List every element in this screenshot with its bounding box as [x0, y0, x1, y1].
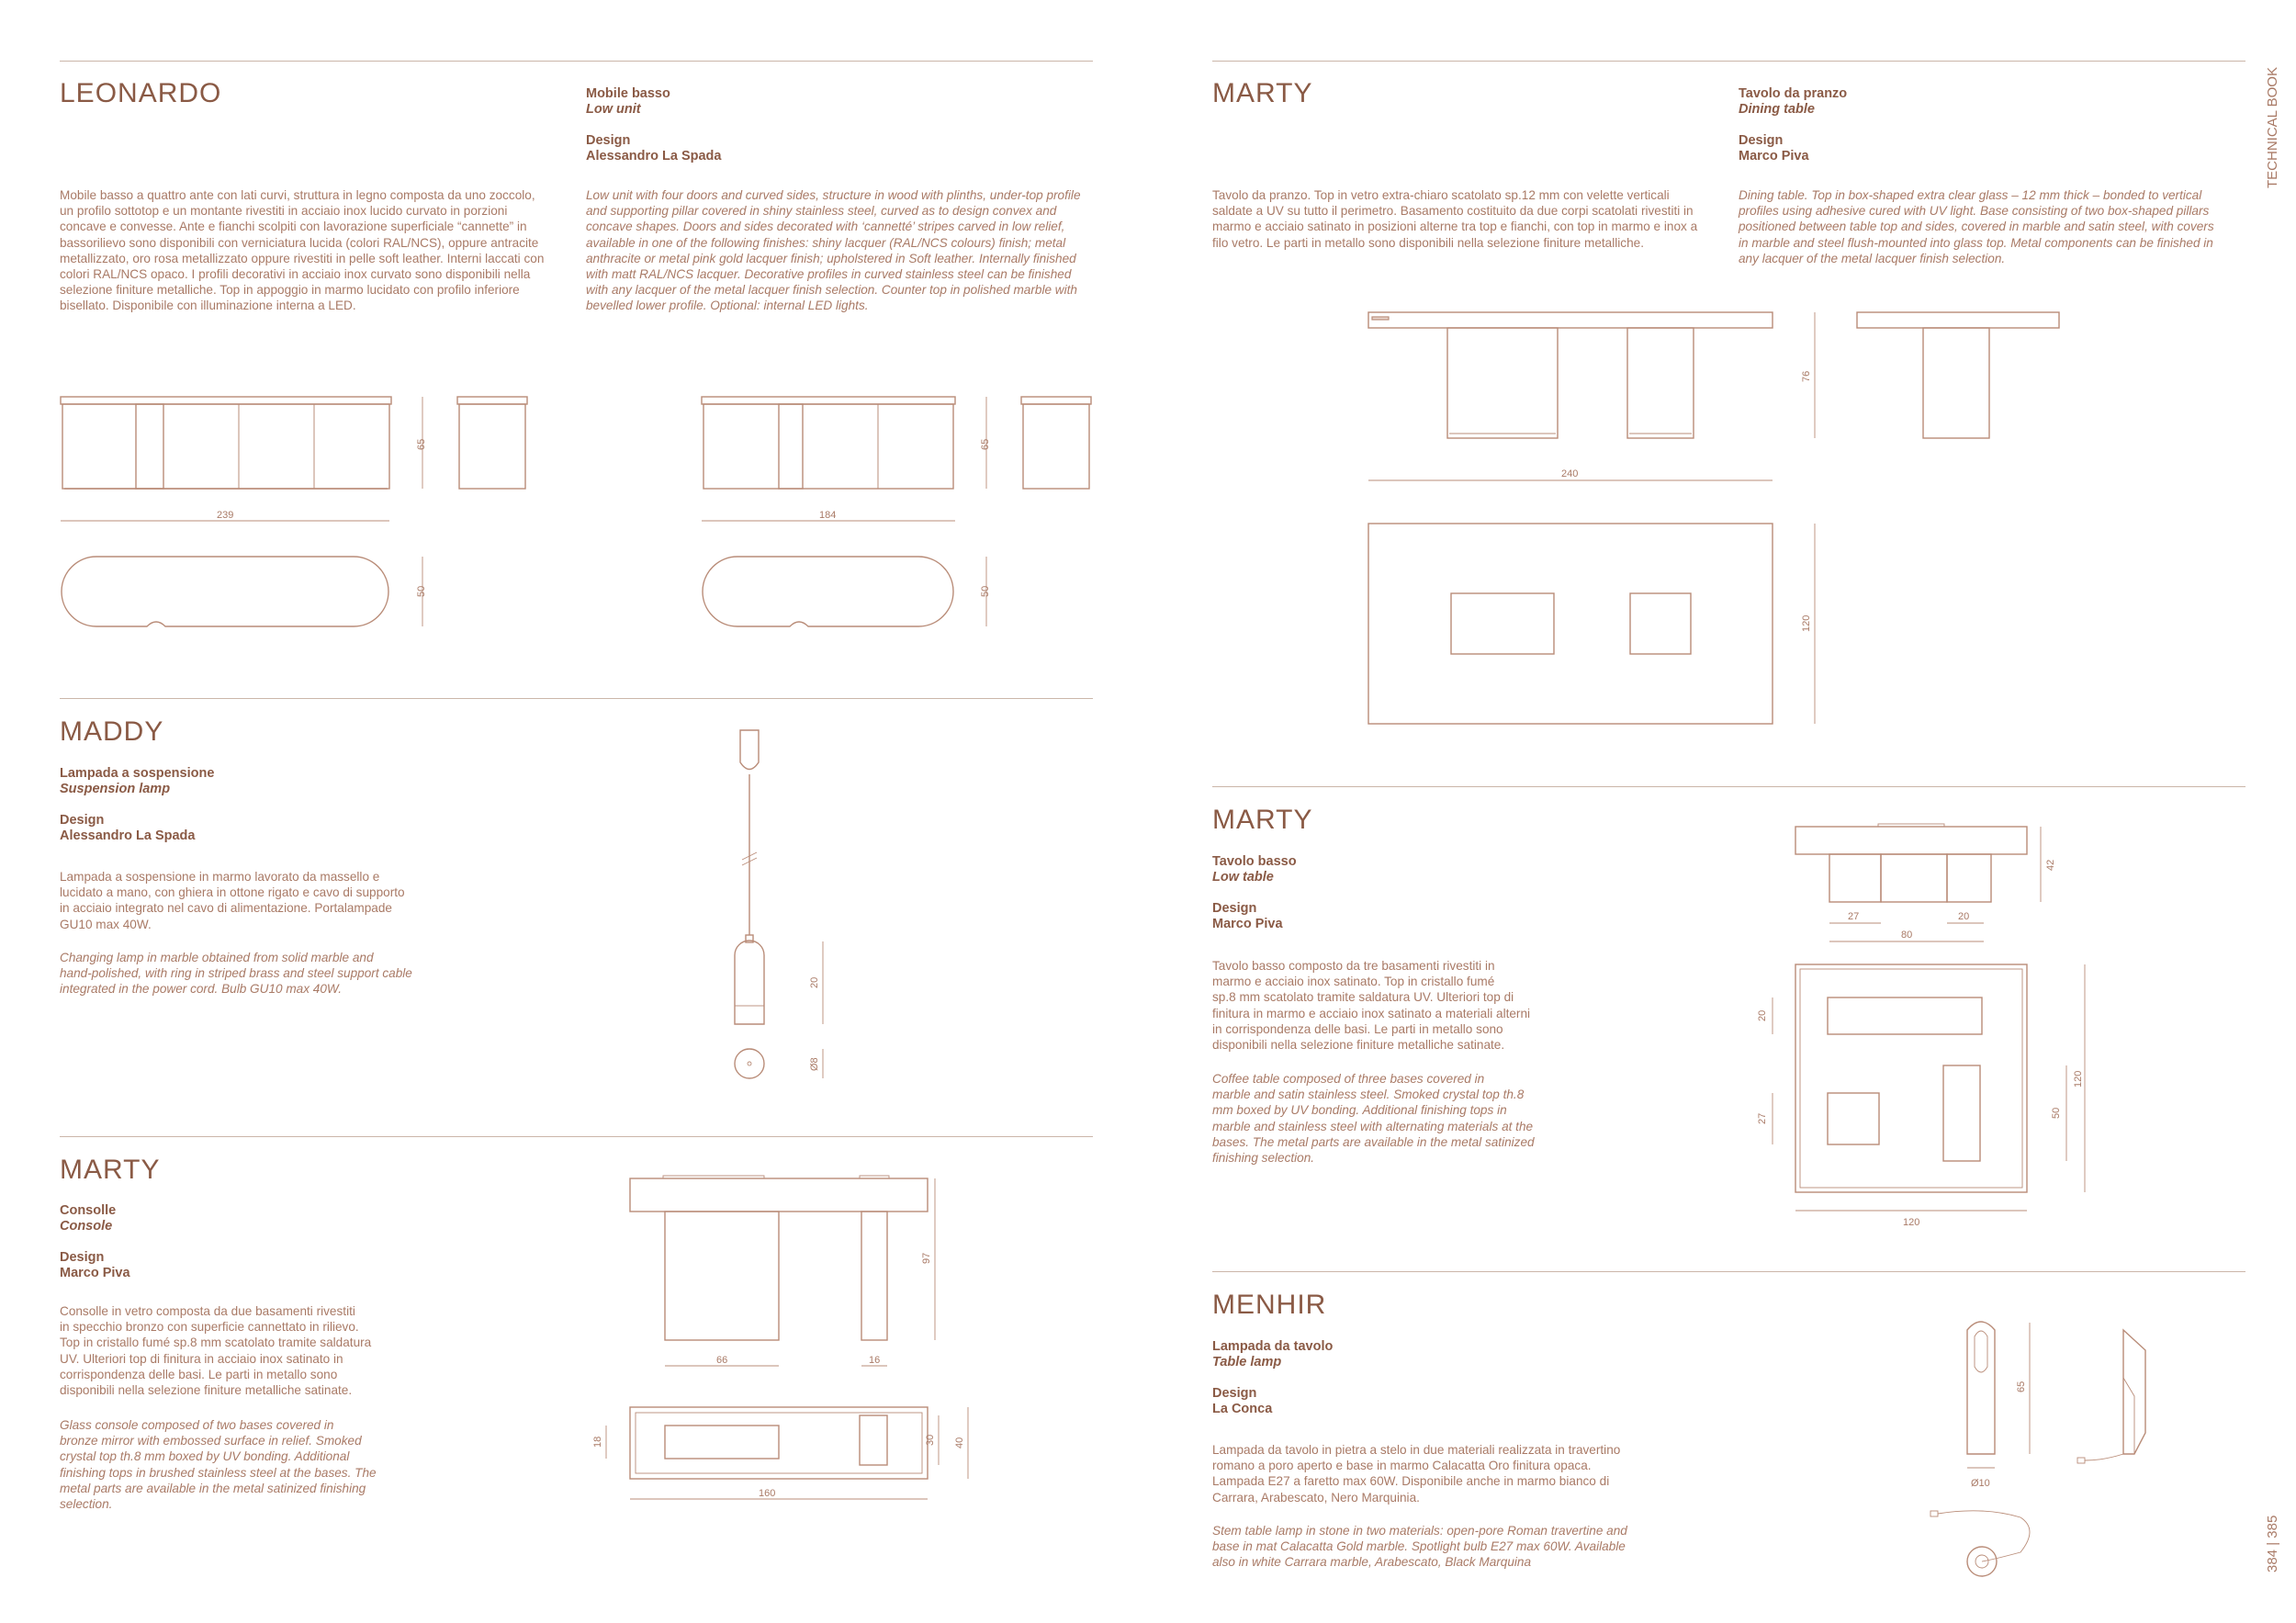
- type-en: Suspension lamp: [60, 782, 171, 796]
- dim-label: 160: [759, 1488, 776, 1499]
- dim-label: 27: [1848, 911, 1860, 922]
- type-it: Consolle: [60, 1203, 117, 1218]
- dim-label: 50: [416, 585, 427, 597]
- design-label: Design: [1212, 901, 1257, 916]
- description-it: Tavolo da pranzo. Top in vetro extra-chiaro scatolato sp.12 mm con velette verticali saldate a UV su tutto il perimetro. Basamento costituito da due corpi scatolati rivestiti in marmo e acciaio satinato in posizioni alterne tra top e fianchi, con top in marmo e inox a filo vetro. Le parti in metallo sono disponibili nella selezione finiture metalliche.: [1212, 188, 1698, 250]
- dim-label: Ø8: [809, 1057, 820, 1071]
- dim-label: 76: [1801, 370, 1812, 382]
- product-title: MARTY: [60, 1155, 161, 1185]
- description-it: Consolle in vetro composta da due basamenti rivestiti in specchio bronzo con superficie cannettato in rilievo. Top in cristallo fumé sp.8 mm scatolato tramite saldatura UV. Ulteriori top di finitura in acciaio inox satinato in corrispondenza delle basi. Le parti in metallo sono disponibili nella selezione finiture metalliche satinate.: [60, 1304, 372, 1398]
- dim-label: 27: [1757, 1112, 1768, 1124]
- designer: Marco Piva: [60, 1266, 130, 1280]
- dim-label: 120: [2073, 1070, 2084, 1088]
- dim-label: 20: [809, 976, 820, 988]
- dim-label: 18: [592, 1436, 603, 1448]
- marty-dining-drawing: [1368, 312, 2059, 724]
- type-en: Dining table: [1739, 102, 1815, 117]
- type-it: Tavolo da pranzo: [1739, 86, 1848, 101]
- dim-label: 20: [1757, 1009, 1768, 1021]
- designer: La Conca: [1212, 1402, 1273, 1416]
- description-it: Mobile basso a quattro ante con lati curvi, struttura in legno composta da uno zoccolo, un profilo sottotop e un montante rivestiti in acciaio inox lucido curvato in porzioni concave e convesse. Ante e fianchi scolpiti con lavorazione superficiale “cannette” in bassorilievo sono disponibili con verniciatura lucida (colori RAL/NCS), oppure antracite metallizzato, oro rosa metallizzato oppure rivestiti in pelle soft leather. Interni laccati con colori RAL/NCS opaco. I profili decorativi in acciaio inox curvato sono disponibili nella selezione finiture metalliche. Top in appoggio in marmo lucidato con profilo inferiore bisellato. Disponibile con illuminazione interna a LED.: [60, 188, 545, 313]
- dim-label: 20: [1958, 911, 1970, 922]
- dim-label: 16: [869, 1355, 881, 1366]
- book-label: TECHNICAL BOOK: [2265, 67, 2280, 188]
- marty-low-drawing: [1773, 824, 2085, 1211]
- dim-label: 42: [2045, 859, 2056, 871]
- leonardo-plan-large: [62, 557, 388, 626]
- type-it: Lampada da tavolo: [1212, 1339, 1334, 1354]
- designer: Marco Piva: [1212, 917, 1283, 931]
- description-it: Tavolo basso composto da tre basamenti rivestiti in marmo e acciaio inox satinato. Top in cristallo fumé sp.8 mm scatolato tramite saldatura UV. Ulteriori top di finitura in marmo e acciaio inox satinato a materiali alterni in corrispondenza delle basi. Le parti in metallo sono disponibili nella selezione finiture metalliche satinate.: [1212, 959, 1531, 1053]
- design-label: Design: [60, 813, 105, 828]
- page-numbers: 384 | 385: [2265, 1515, 2280, 1572]
- type-en: Table lamp: [1212, 1355, 1282, 1369]
- type-it: Mobile basso: [586, 86, 670, 101]
- leonardo-front-small: [702, 397, 955, 489]
- leonardo-side: [457, 397, 527, 489]
- leonardo-front-large: [61, 397, 391, 489]
- dim-label: 50: [2051, 1107, 2062, 1119]
- description-en: Low unit with four doors and curved sides, structure in wood with plinths, under-top profile and supporting pillar covered in shiny stainless steel, curved as to design convex and concave shapes. Doors and sides decorated with ‘cannetté’ stripes carved in low relief, available in one of the following finishes: shiny lacquer (RAL/NCS colours) finish; metal anthracite or metal pink gold lacquer finish; upholstered in Soft leather. Internally finished with matt RAL/NCS lacquer. Decorative profiles in curved stainless steel can be finished with any lacquer of the metal lacquer finish selection. Counter top in polished marble with bevelled lower profile. Optional: internal LED lights.: [586, 188, 1081, 313]
- designer: Alessandro La Spada: [586, 149, 722, 163]
- type-it: Lampada a sospensione: [60, 766, 215, 781]
- description-en: Stem table lamp in stone in two materials: open-pore Roman travertine and base in mat Calacatta Gold marble. Spotlight bulb E27 max 60W. Available also in white Carrara marble, Arabescato, Black Marquina: [1212, 1524, 1627, 1570]
- type-en: Low table: [1212, 870, 1274, 885]
- dim-label: 239: [217, 510, 234, 521]
- marty-console-drawing: [606, 1176, 968, 1499]
- leonardo-side-2: [1021, 397, 1091, 489]
- description-en: Glass console composed of two bases covered in bronze mirror with embossed surface in relief. Smoked crystal top th.8 mm boxed by UV bonding. Additional finishing tops in brushed stainless steel at the bases. The metal parts are available in the metal satinized finishing selection.: [60, 1418, 377, 1512]
- dim-label: 65: [416, 438, 427, 450]
- dim-label: 50: [980, 585, 991, 597]
- product-title: MADDY: [60, 716, 164, 747]
- dim-label: 80: [1901, 930, 1913, 941]
- leonardo-plan-small: [703, 557, 953, 626]
- product-title: MENHIR: [1212, 1290, 1327, 1320]
- type-en: Console: [60, 1219, 113, 1234]
- design-label: Design: [1739, 133, 1784, 148]
- designer: Alessandro La Spada: [60, 828, 196, 843]
- dim-label: 120: [1801, 614, 1812, 632]
- description-en: Coffee table composed of three bases covered in marble and satin stainless steel. Smoked crystal top th.8 mm boxed by UV bonding. Additional finishing tops in marble and stainless steel with alternating materials at the bases. The metal parts are available in the metal satinized finishing selection.: [1212, 1072, 1535, 1166]
- dim-label: 240: [1561, 468, 1579, 479]
- dim-label: 40: [954, 1437, 965, 1448]
- description-en: Changing lamp in marble obtained from solid marble and hand-polished, with ring in striped brass and steel support cable integrated in the power cord. Bulb GU10 max 40W.: [60, 951, 412, 997]
- dim-label: 65: [980, 438, 991, 450]
- designer: Marco Piva: [1739, 149, 1809, 163]
- type-en: Low unit: [586, 102, 641, 117]
- dim-label: 97: [921, 1252, 932, 1264]
- description-it: Lampada da tavolo in pietra a stelo in due materiali realizzata in travertino romano a poro aperto e base in marmo Calacatta Oro finitura opaca. Lampada E27 a faretto max 60W. Disponibile anche in marmo bianco di Carrara, Arabescato, Nero Marquinia.: [1212, 1443, 1621, 1505]
- menhir-lamp-drawing: [1930, 1322, 2145, 1576]
- product-title: MARTY: [1212, 78, 1313, 108]
- product-title: LEONARDO: [60, 78, 222, 108]
- design-label: Design: [1212, 1386, 1257, 1401]
- dim-label: 30: [925, 1434, 936, 1446]
- dim-label: 65: [2016, 1381, 2027, 1392]
- dim-label: 120: [1903, 1217, 1920, 1228]
- dim-label: 184: [819, 510, 837, 521]
- design-label: Design: [60, 1250, 105, 1265]
- type-it: Tavolo basso: [1212, 854, 1297, 869]
- product-title: MARTY: [1212, 805, 1313, 835]
- design-label: Design: [586, 133, 631, 148]
- dim-label: Ø10: [1971, 1478, 1990, 1489]
- description-it: Lampada a sospensione in marmo lavorato da massello e lucidato a mano, con ghiera in ottone rigato e cavo di supporto in acciaio integrato nel cavo di alimentazione. Portalampade GU10 max 40W.: [60, 870, 405, 931]
- dim-label: 66: [716, 1355, 728, 1366]
- maddy-lamp-drawing: [735, 730, 823, 1078]
- description-en: Dining table. Top in box-shaped extra clear glass – 12 mm thick – bonded to vertical profiles using adhesive cured with UV light. Base consisting of two box-shaped pillars positioned between table top and sides, covered in marble and satin steel, with covers in marble and steel flush-mounted into glass top. Metal components can be finished in any lacquer of the metal lacquer finish selection.: [1739, 188, 2214, 265]
